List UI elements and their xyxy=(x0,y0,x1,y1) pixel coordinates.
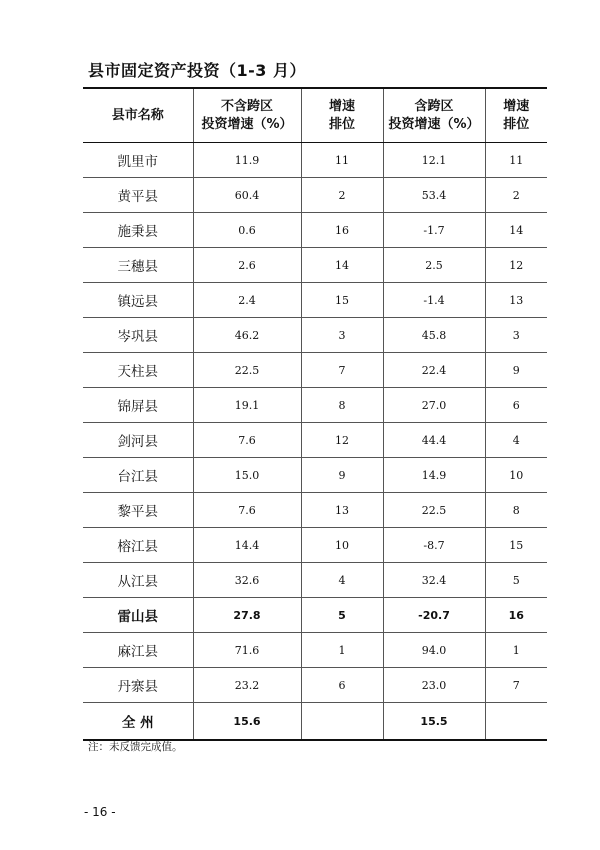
growth-incl-cell: 53.4 xyxy=(383,178,485,213)
growth-excl-cell: 71.6 xyxy=(193,633,301,668)
growth-excl-cell: 2.6 xyxy=(193,248,301,283)
header-growth-incl: 含跨区 投资增速（%） xyxy=(383,88,485,143)
rank-excl-cell: 12 xyxy=(301,423,383,458)
growth-incl-cell: 15.5 xyxy=(383,703,485,741)
growth-incl-cell: 22.5 xyxy=(383,493,485,528)
rank-excl-cell: 13 xyxy=(301,493,383,528)
rank-incl-cell: 15 xyxy=(485,528,547,563)
growth-excl-cell: 32.6 xyxy=(193,563,301,598)
table-row xyxy=(83,563,547,598)
growth-excl-cell: 23.2 xyxy=(193,668,301,703)
rank-incl-cell: 8 xyxy=(485,493,547,528)
growth-excl-cell: 11.9 xyxy=(193,143,301,178)
rank-excl-cell: 1 xyxy=(301,633,383,668)
rank-excl-cell: 11 xyxy=(301,143,383,178)
growth-incl-cell: 22.4 xyxy=(383,353,485,388)
rank-incl-cell: 12 xyxy=(485,248,547,283)
rank-incl-cell: 2 xyxy=(485,178,547,213)
growth-incl-cell: 23.0 xyxy=(383,668,485,703)
growth-incl-cell: 94.0 xyxy=(383,633,485,668)
rank-incl-cell: 5 xyxy=(485,563,547,598)
rank-incl-cell: 7 xyxy=(485,668,547,703)
growth-excl-cell: 14.4 xyxy=(193,528,301,563)
growth-incl-cell: 2.5 xyxy=(383,248,485,283)
growth-incl-cell: 32.4 xyxy=(383,563,485,598)
rank-excl-cell: 16 xyxy=(301,213,383,248)
county-name-cell: 榕江县 xyxy=(83,528,193,563)
table-row xyxy=(83,213,547,248)
header-growth-excl: 不含跨区 投资增速（%） xyxy=(193,88,301,143)
rank-excl-cell: 15 xyxy=(301,283,383,318)
rank-excl-cell: 5 xyxy=(301,598,383,633)
rank-incl-cell: 13 xyxy=(485,283,547,318)
investment-table xyxy=(83,87,547,741)
growth-incl-cell: -1.7 xyxy=(383,213,485,248)
rank-excl-cell: 4 xyxy=(301,563,383,598)
table-row xyxy=(83,528,547,563)
growth-incl-cell: -20.7 xyxy=(383,598,485,633)
table-row xyxy=(83,423,547,458)
county-name-cell: 麻江县 xyxy=(83,633,193,668)
county-name-cell: 天柱县 xyxy=(83,353,193,388)
rank-excl-cell: 14 xyxy=(301,248,383,283)
page-number: - 16 - xyxy=(84,805,116,819)
county-name-cell: 全 州 xyxy=(83,703,193,741)
rank-incl-cell: 9 xyxy=(485,353,547,388)
growth-incl-cell: 12.1 xyxy=(383,143,485,178)
table-row xyxy=(83,178,547,213)
rank-incl-cell: 3 xyxy=(485,318,547,353)
county-name-cell: 凯里市 xyxy=(83,143,193,178)
county-name-cell: 岑巩县 xyxy=(83,318,193,353)
rank-incl-cell: 16 xyxy=(485,598,547,633)
county-name-cell: 雷山县 xyxy=(83,598,193,633)
growth-excl-cell: 2.4 xyxy=(193,283,301,318)
growth-incl-cell: -1.4 xyxy=(383,283,485,318)
growth-excl-cell: 27.8 xyxy=(193,598,301,633)
rank-excl-cell: 2 xyxy=(301,178,383,213)
county-name-cell: 镇远县 xyxy=(83,283,193,318)
rank-incl-cell: 4 xyxy=(485,423,547,458)
rank-excl-cell: 9 xyxy=(301,458,383,493)
growth-incl-cell: 45.8 xyxy=(383,318,485,353)
table-footnote: 注：未反馈完成值。 xyxy=(88,741,183,753)
county-name-cell: 剑河县 xyxy=(83,423,193,458)
rank-incl-cell: 14 xyxy=(485,213,547,248)
county-name-cell: 从江县 xyxy=(83,563,193,598)
growth-excl-cell: 22.5 xyxy=(193,353,301,388)
county-name-cell: 施秉县 xyxy=(83,213,193,248)
table-row xyxy=(83,493,547,528)
table-title: 县市固定资产投资（1-3 月） xyxy=(88,61,306,80)
header-rank-excl: 增速 排位 xyxy=(301,88,383,143)
county-name-cell: 锦屏县 xyxy=(83,388,193,423)
rank-incl-cell: 6 xyxy=(485,388,547,423)
rank-incl-cell: 10 xyxy=(485,458,547,493)
table-row xyxy=(83,318,547,353)
growth-excl-cell: 15.6 xyxy=(193,703,301,741)
table-row xyxy=(83,633,547,668)
growth-excl-cell: 7.6 xyxy=(193,493,301,528)
growth-excl-cell: 7.6 xyxy=(193,423,301,458)
table-row xyxy=(83,143,547,178)
rank-excl-cell: 7 xyxy=(301,353,383,388)
table-row xyxy=(83,388,547,423)
growth-excl-cell: 19.1 xyxy=(193,388,301,423)
county-name-cell: 三穗县 xyxy=(83,248,193,283)
growth-incl-cell: -8.7 xyxy=(383,528,485,563)
rank-excl-cell: 10 xyxy=(301,528,383,563)
growth-excl-cell: 60.4 xyxy=(193,178,301,213)
table-row xyxy=(83,703,547,741)
county-name-cell: 黎平县 xyxy=(83,493,193,528)
table-row xyxy=(83,353,547,388)
rank-excl-cell xyxy=(301,703,383,741)
rank-incl-cell: 1 xyxy=(485,633,547,668)
rank-incl-cell: 11 xyxy=(485,143,547,178)
county-name-cell: 台江县 xyxy=(83,458,193,493)
rank-incl-cell xyxy=(485,703,547,741)
rank-excl-cell: 3 xyxy=(301,318,383,353)
growth-incl-cell: 14.9 xyxy=(383,458,485,493)
growth-excl-cell: 15.0 xyxy=(193,458,301,493)
county-name-cell: 丹寨县 xyxy=(83,668,193,703)
rank-excl-cell: 8 xyxy=(301,388,383,423)
growth-incl-cell: 44.4 xyxy=(383,423,485,458)
county-name-cell: 黄平县 xyxy=(83,178,193,213)
growth-excl-cell: 46.2 xyxy=(193,318,301,353)
rank-excl-cell: 6 xyxy=(301,668,383,703)
table-header-row xyxy=(83,88,547,143)
table-row xyxy=(83,283,547,318)
table-row xyxy=(83,458,547,493)
table-row xyxy=(83,598,547,633)
growth-excl-cell: 0.6 xyxy=(193,213,301,248)
growth-incl-cell: 27.0 xyxy=(383,388,485,423)
header-county-name: 县市名称 xyxy=(83,88,193,143)
table-row xyxy=(83,248,547,283)
table-row xyxy=(83,668,547,703)
header-rank-incl: 增速 排位 xyxy=(485,88,547,143)
